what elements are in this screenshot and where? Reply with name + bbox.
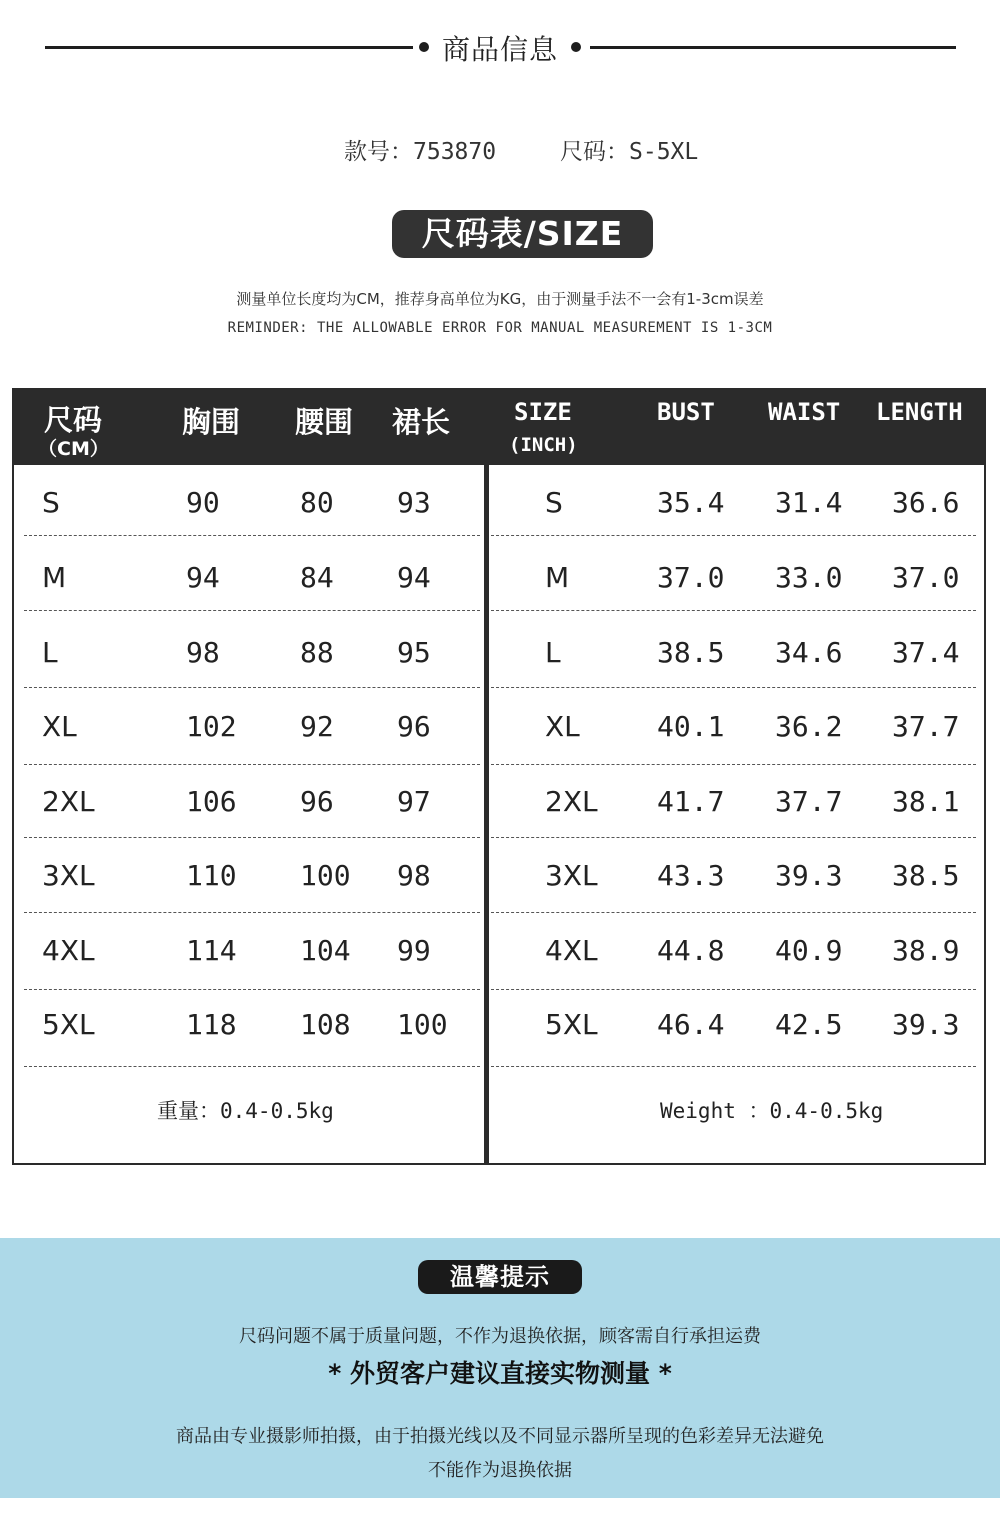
inch-cell-r3-c2: 36.2 [775, 710, 843, 743]
weight-cn-label: 重量： [157, 1099, 220, 1123]
cm-cell-r0-c1: 90 [186, 486, 220, 519]
size-range [560, 133, 698, 166]
inch-cell-r5-c0: 3XL [545, 859, 598, 892]
inch-cell-r3-c3: 37.7 [892, 710, 960, 743]
cm-cell-r5-c3: 98 [397, 859, 431, 892]
inch-cell-r3-c0: XL [545, 710, 580, 743]
inch-cell-r7-c2: 42.5 [775, 1008, 843, 1041]
cm-cell-r7-c2: 108 [300, 1008, 351, 1041]
cm-cell-r7-c1: 118 [186, 1008, 237, 1041]
inch-cell-r0-c0: S [545, 486, 563, 519]
style-number [344, 133, 496, 166]
inch-cell-r2-c0: L [545, 636, 561, 669]
row-separator [491, 912, 976, 913]
cm-cell-r1-c1: 94 [186, 561, 220, 594]
cm-cell-r2-c3: 95 [397, 636, 431, 669]
inch-cell-r1-c3: 37.0 [892, 561, 960, 594]
cm-cell-r6-c1: 114 [186, 934, 237, 967]
cm-cell-r6-c3: 99 [397, 934, 431, 967]
tips-line-2: * 外贸客户建议直接实物测量 * [328, 1359, 672, 1388]
cm-cell-r2-c0: L [42, 636, 58, 669]
inch-cell-r1-c2: 33.0 [775, 561, 843, 594]
header-size-cn: 尺码 [44, 403, 103, 437]
row-separator [491, 1066, 976, 1067]
inch-cell-r2-c2: 34.6 [775, 636, 843, 669]
header-length-en: LENGTH [876, 398, 963, 426]
header-size-en: SIZE [514, 398, 572, 426]
cm-cell-r4-c3: 97 [397, 785, 431, 818]
measurement-note-en: REMINDER: THE ALLOWABLE ERROR FOR MANUAL MEASUREMENT IS 1-3CM [227, 320, 773, 336]
inch-cell-r6-c3: 38.9 [892, 934, 960, 967]
size-range-value: S-5XL [629, 139, 699, 165]
cm-cell-r3-c2: 92 [300, 710, 334, 743]
cm-cell-r3-c1: 102 [186, 710, 237, 743]
tips-line-4: 不能作为退换依据 [428, 1460, 572, 1481]
cm-cell-r5-c2: 100 [300, 859, 351, 892]
table-divider [484, 390, 489, 1163]
row-separator [491, 764, 976, 765]
row-separator [491, 989, 976, 990]
cm-cell-r3-c0: XL [42, 710, 77, 743]
inch-cell-r0-c3: 36.6 [892, 486, 960, 519]
row-separator [24, 535, 480, 536]
header-waist-en: WAIST [768, 398, 841, 426]
cm-cell-r2-c1: 98 [186, 636, 220, 669]
cm-cell-r0-c3: 93 [397, 486, 431, 519]
header-dot-right [571, 42, 581, 52]
cm-cell-r0-c0: S [42, 486, 60, 519]
row-separator [24, 912, 480, 913]
inch-cell-r6-c1: 44.8 [657, 934, 725, 967]
row-separator [491, 610, 976, 611]
inch-cell-r7-c3: 39.3 [892, 1008, 960, 1041]
section-title: 商品信息 [441, 33, 558, 66]
header-bust-en: BUST [657, 398, 715, 426]
size-range-label: 尺码： [560, 139, 629, 165]
cm-cell-r5-c1: 110 [186, 859, 237, 892]
header-waist-cn: 腰围 [295, 405, 354, 439]
style-number-label: 款号： [344, 139, 413, 165]
size-table [12, 388, 986, 1165]
cm-cell-r1-c0: M [42, 561, 67, 594]
inch-cell-r6-c2: 40.9 [775, 934, 843, 967]
measurement-note-cn: 测量单位长度均为CM，推荐身高单位为KG，由于测量手法不一会有1-3cm误差 [236, 290, 764, 308]
cm-cell-r2-c2: 88 [300, 636, 334, 669]
row-separator [24, 610, 480, 611]
inch-cell-r4-c0: 2XL [545, 785, 598, 818]
cm-cell-r4-c1: 106 [186, 785, 237, 818]
cm-cell-r4-c0: 2XL [42, 785, 95, 818]
inch-cell-r5-c3: 38.5 [892, 859, 960, 892]
inch-cell-r4-c3: 38.1 [892, 785, 960, 818]
inch-cell-r1-c0: M [545, 561, 570, 594]
row-separator [24, 989, 480, 990]
inch-cell-r5-c2: 39.3 [775, 859, 843, 892]
inch-cell-r0-c1: 35.4 [657, 486, 725, 519]
cm-cell-r1-c2: 84 [300, 561, 334, 594]
inch-cell-r2-c3: 37.4 [892, 636, 960, 669]
inch-cell-r4-c2: 37.7 [775, 785, 843, 818]
weight-en: Weight ：0.4-0.5kg [660, 1099, 884, 1123]
header-unit-inch: (INCH) [509, 434, 578, 456]
inch-cell-r3-c1: 40.1 [657, 710, 725, 743]
header-bust-cn: 胸围 [182, 405, 241, 439]
tips-line-3: 商品由专业摄影师拍摄，由于拍摄光线以及不同显示器所呈现的色彩差异无法避免 [176, 1426, 824, 1447]
inch-cell-r4-c1: 41.7 [657, 785, 725, 818]
inch-cell-r7-c1: 46.4 [657, 1008, 725, 1041]
row-separator [491, 687, 976, 688]
cm-cell-r0-c2: 80 [300, 486, 334, 519]
header-rule-left [45, 46, 413, 49]
header-length-cn: 裙长 [392, 405, 451, 439]
row-separator [24, 1066, 480, 1067]
cm-cell-r6-c0: 4XL [42, 934, 95, 967]
cm-cell-r7-c3: 100 [397, 1008, 448, 1041]
cm-cell-r3-c3: 96 [397, 710, 431, 743]
weight-cn [157, 1095, 334, 1125]
inch-cell-r5-c1: 43.3 [657, 859, 725, 892]
style-number-value: 753870 [413, 139, 497, 165]
row-separator [24, 687, 480, 688]
inch-cell-r0-c2: 31.4 [775, 486, 843, 519]
row-separator [24, 764, 480, 765]
cm-cell-r5-c0: 3XL [42, 859, 95, 892]
inch-cell-r1-c1: 37.0 [657, 561, 725, 594]
header-dot-left [419, 42, 429, 52]
inch-cell-r2-c1: 38.5 [657, 636, 725, 669]
header-rule-right [590, 46, 956, 49]
row-separator [491, 837, 976, 838]
inch-cell-r7-c0: 5XL [545, 1008, 598, 1041]
tips-badge: 温馨提示 [418, 1260, 582, 1294]
cm-cell-r1-c3: 94 [397, 561, 431, 594]
header-unit-cm: （CM） [38, 438, 109, 460]
cm-cell-r6-c2: 104 [300, 934, 351, 967]
row-separator [24, 837, 480, 838]
tips-line-1: 尺码问题不属于质量问题，不作为退换依据，顾客需自行承担运费 [239, 1326, 761, 1347]
cm-cell-r7-c0: 5XL [42, 1008, 95, 1041]
cm-cell-r4-c2: 96 [300, 785, 334, 818]
inch-cell-r6-c0: 4XL [545, 934, 598, 967]
size-chart-badge: 尺码表/SIZE [392, 210, 653, 258]
row-separator [491, 535, 976, 536]
weight-cn-value: 0.4-0.5kg [220, 1099, 334, 1123]
